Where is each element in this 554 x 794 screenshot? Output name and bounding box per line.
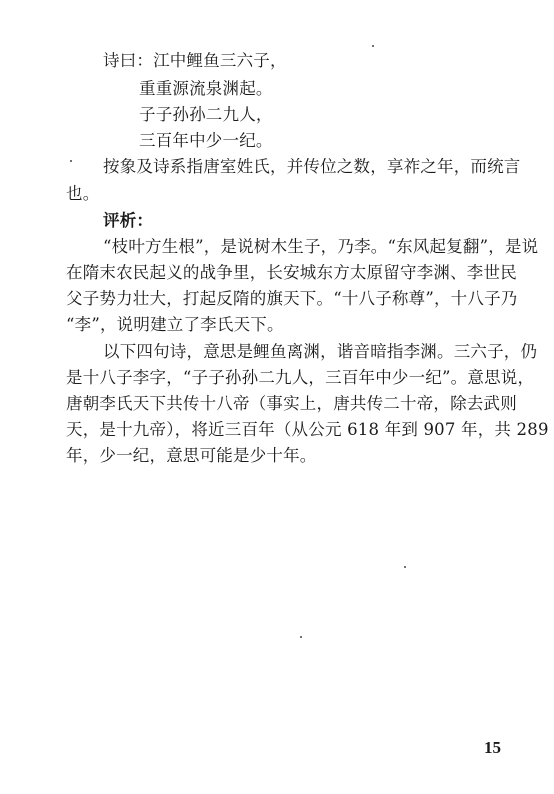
scan-speck xyxy=(70,160,72,162)
commentary-line: 按象及诗系指唐室姓氏，并传位之数，享祚之年，而统言 xyxy=(103,157,521,176)
poem-intro-line: 诗曰：江中鲤鱼三六子， xyxy=(103,51,287,70)
analysis-heading: 评析： xyxy=(103,211,154,230)
analysis-line: “枝叶方生根”，是说树木生子，乃李。“东风起复翻”，是说 xyxy=(103,237,539,256)
poem-line: 子子孙孙二九人， xyxy=(139,105,273,124)
poem-line: 重重源流泉渊起。 xyxy=(139,79,273,98)
analysis-line: 父子势力壮大，打起反隋的旗天下。“十八子称尊”，十八子乃 xyxy=(66,289,518,308)
analysis-line: 是十八子李字，“子子孙孙二九人，三百年中少一纪”。意思说， xyxy=(66,368,535,387)
analysis-line: 以下四句诗，意思是鲤鱼离渊，谐音暗指李渊。三六子，仍 xyxy=(103,342,538,361)
analysis-line: 在隋末农民起义的战争里，长安城东方太原留守李渊、李世民 xyxy=(66,263,517,282)
analysis-line: 唐朝李氏天下共传十八帝（事实上，唐共传二十帝，除去武则 xyxy=(66,394,517,413)
scan-speck xyxy=(404,566,406,568)
commentary-line: 也。 xyxy=(66,184,100,203)
poem-line: 三百年中少一纪。 xyxy=(139,131,273,150)
analysis-line: “李”，说明建立了李氏天下。 xyxy=(66,315,284,334)
scan-speck xyxy=(300,636,302,638)
page-number: 15 xyxy=(484,738,501,757)
scan-speck xyxy=(372,45,374,47)
analysis-line: 天，是十九帝），将近三百年（从公元 618 年到 907 年，共 289 xyxy=(66,420,549,439)
analysis-line: 年，少一纪，意思可能是少十年。 xyxy=(66,446,317,465)
